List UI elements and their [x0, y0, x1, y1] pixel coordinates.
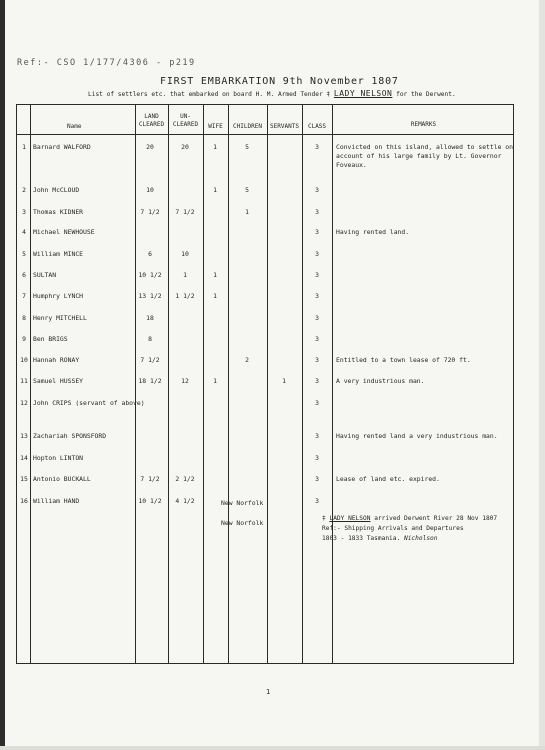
- row-10-name: Hannah RONAY: [33, 356, 80, 364]
- row-6-cleared: 10 1/2: [138, 271, 162, 279]
- row-1-uncleared: 20: [181, 143, 189, 151]
- row-4-cls: 3: [315, 228, 319, 236]
- column-divider: [228, 105, 229, 663]
- header-land-cleared-line1: LAND: [144, 113, 159, 120]
- row-8-cls: 3: [315, 314, 319, 322]
- row-8-no: 8: [22, 314, 26, 322]
- row-16-cleared: 10 1/2: [138, 497, 162, 505]
- subtitle-suffix: for the Derwent.: [396, 91, 456, 98]
- row-2-cleared: 10: [146, 186, 154, 194]
- row-8-name: Henry MITCHELL: [33, 314, 87, 322]
- header-wife: WIFE: [208, 123, 223, 130]
- row-7-name: Humphry LYNCH: [33, 292, 84, 300]
- footnote-line1: [322, 514, 498, 524]
- column-divider: [302, 105, 303, 663]
- row-1-cleared: 20: [146, 143, 154, 151]
- footnote-mark: ‡: [322, 515, 326, 522]
- row-3-no: 3: [22, 208, 26, 216]
- row-4-name: Michael NEWHOUSE: [33, 228, 95, 236]
- row-3-cls: 3: [315, 208, 319, 216]
- row-6-wife: 1: [213, 271, 217, 279]
- footnote-line3-text: 1803 - 1833 Tasmania.: [322, 535, 401, 542]
- row-11-name: Samuel HUSSEY: [33, 377, 84, 385]
- row-1-name: Barnard WALFORD: [33, 143, 91, 151]
- row-3-children: 1: [245, 208, 249, 216]
- row-11-cls: 3: [315, 377, 319, 385]
- row-7-cleared: 13 1/2: [138, 292, 162, 300]
- row-7-no: 7: [22, 292, 26, 300]
- row-1-wife: 1: [213, 143, 217, 151]
- row-10-no: 10: [20, 356, 28, 364]
- row-11-servants: 1: [282, 377, 286, 385]
- row-11-remarks: A very industrious man.: [336, 377, 425, 385]
- row-16-cls: 3: [315, 497, 319, 505]
- norfolk-note: New Norfolk: [221, 499, 264, 507]
- row-7-wife: 1: [213, 292, 217, 300]
- subtitle-ship: LADY NELSON: [333, 89, 393, 98]
- footnote-ship: LADY NELSON: [329, 515, 371, 522]
- footnote-line3: [322, 534, 498, 544]
- row-13-no: 13: [20, 432, 28, 440]
- row-6-name: SULTAN: [33, 271, 57, 279]
- row-14-cls: 3: [315, 454, 319, 462]
- row-11-no: 11: [20, 377, 28, 385]
- row-9-no: 9: [22, 335, 26, 343]
- row-10-cleared: 7 1/2: [140, 356, 160, 364]
- row-10-children: 2: [245, 356, 249, 364]
- row-15-name: Antonio BUCKALL: [33, 475, 91, 483]
- settlers-table: [16, 104, 514, 664]
- page-edge-bottom: [0, 746, 545, 750]
- header-remarks: REMARKS: [410, 121, 437, 128]
- row-16-name: William HAND: [33, 497, 80, 505]
- row-5-name: William MINCE: [33, 250, 84, 258]
- row-2-wife: 1: [213, 186, 217, 194]
- row-13-name: Zachariah SPONSFORD: [33, 432, 107, 440]
- header-uncleared-line1: UN-: [180, 113, 191, 120]
- page-number: 1: [266, 688, 271, 696]
- row-5-no: 5: [22, 250, 26, 258]
- page-edge: [539, 0, 545, 750]
- row-6-no: 6: [22, 271, 26, 279]
- row-16-no: 16: [20, 497, 28, 505]
- row-9-cls: 3: [315, 335, 319, 343]
- row-2-cls: 3: [315, 186, 319, 194]
- subtitle: [88, 89, 456, 98]
- column-divider: [30, 105, 31, 663]
- row-12-cls: 3: [315, 399, 319, 407]
- row-5-uncleared: 10: [181, 250, 189, 258]
- row-10-cls: 3: [315, 356, 319, 364]
- header-land-cleared-line2: CLEARED: [138, 121, 165, 128]
- header-divider: [17, 134, 513, 135]
- row-1-no: 1: [22, 143, 26, 151]
- row-11-wife: 1: [213, 377, 217, 385]
- row-15-remarks: Lease of land etc. expired.: [336, 475, 440, 483]
- header-uncleared-line2: CLEARED: [172, 121, 199, 128]
- row-12-name: John CRIPS (servant of above): [33, 399, 145, 407]
- row-11-cleared: 18 1/2: [138, 377, 162, 385]
- footnote: [322, 514, 498, 544]
- row-9-cleared: 8: [148, 335, 152, 343]
- row-5-cleared: 6: [148, 250, 152, 258]
- row-9-name: Ben BRIGS: [33, 335, 68, 343]
- header-uncleared: [168, 113, 203, 129]
- row-12-no: 12: [20, 399, 28, 407]
- row-3-name: Thomas KIDNER: [33, 208, 84, 216]
- norfolk-note: New Norfolk: [221, 519, 264, 527]
- header-class: CLASS: [307, 123, 327, 130]
- column-divider: [267, 105, 268, 663]
- header-name: Name: [67, 123, 82, 130]
- row-14-no: 14: [20, 454, 28, 462]
- row-15-cls: 3: [315, 475, 319, 483]
- row-6-uncleared: 1: [183, 271, 187, 279]
- row-10-remarks: Entitled to a town lease of 720 ft.: [336, 356, 471, 364]
- row-7-cls: 3: [315, 292, 319, 300]
- row-8-cleared: 18: [146, 314, 154, 322]
- footnote-line2: Ref:- Shipping Arrivals and Departures: [322, 525, 464, 532]
- row-7-uncleared: 1 1/2: [175, 292, 195, 300]
- row-15-uncleared: 2 1/2: [175, 475, 195, 483]
- page-title: FIRST EMBARKATION 9th November 1807: [160, 76, 399, 87]
- row-2-name: John McCLOUD: [33, 186, 80, 194]
- row-15-no: 15: [20, 475, 28, 483]
- row-2-no: 2: [22, 186, 26, 194]
- subtitle-prefix: List of settlers etc. that embarked on board H. M. Armed Tender ‡: [88, 91, 331, 98]
- row-13-remarks: Having rented land a very industrious man.: [336, 432, 498, 440]
- header-land-cleared: [135, 113, 168, 129]
- footnote-line1-text: arrived Derwent River 28 Nov 1807: [374, 515, 498, 522]
- row-4-remarks: Having rented land.: [336, 228, 410, 236]
- row-15-cleared: 7 1/2: [140, 475, 160, 483]
- row-14-name: Hopton LINTON: [33, 454, 84, 462]
- row-3-uncleared: 7 1/2: [175, 208, 195, 216]
- row-1-cls: 3: [315, 143, 319, 151]
- footnote-author: Nicholson: [403, 535, 438, 542]
- column-divider: [203, 105, 204, 663]
- row-1-children: 5: [245, 143, 249, 151]
- row-2-children: 5: [245, 186, 249, 194]
- column-divider: [332, 105, 333, 663]
- row-3-cleared: 7 1/2: [140, 208, 160, 216]
- header-servants: SERVANTS: [270, 123, 299, 130]
- binding-edge: [0, 0, 5, 750]
- row-5-cls: 3: [315, 250, 319, 258]
- reference: Ref:- CSO 1/177/4306 - p219: [17, 58, 196, 68]
- row-11-uncleared: 12: [181, 377, 189, 385]
- column-divider: [168, 105, 169, 663]
- row-6-cls: 3: [315, 271, 319, 279]
- header-children: CHILDREN: [233, 123, 262, 130]
- row-1-remarks: Convicted on this island, allowed to settle on account of his large family by Lt. Governor Foveaux.: [336, 143, 513, 169]
- row-13-cls: 3: [315, 432, 319, 440]
- row-16-uncleared: 4 1/2: [175, 497, 195, 505]
- row-4-no: 4: [22, 228, 26, 236]
